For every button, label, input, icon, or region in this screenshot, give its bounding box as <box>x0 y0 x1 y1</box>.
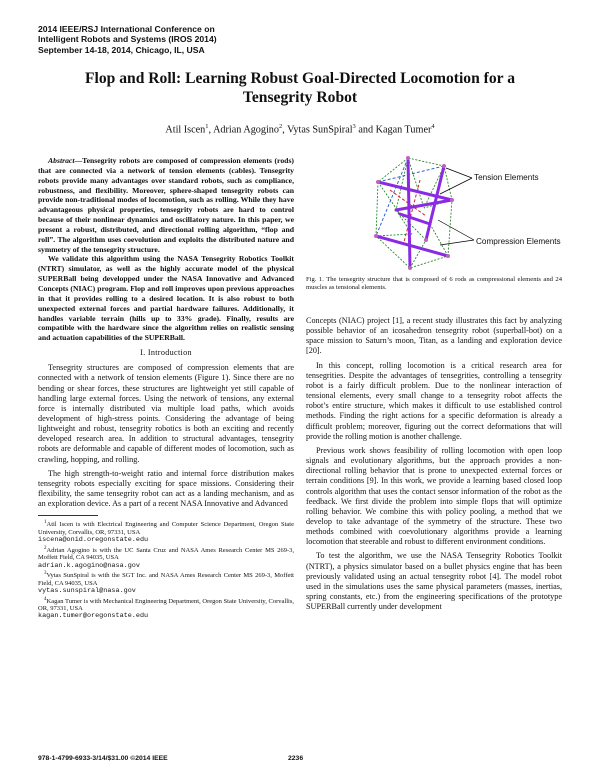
author-name: Adrian Agogino <box>213 124 279 136</box>
body-paragraph: To test the algorithm, we use the NASA Tensegrity Robotics Toolkit (NTRT), a physics simulator based on a bullet physics engine that has been previously validated using an actual tensegrity robot [4]. The model robot used in the simulations uses the same physical parameters (masses, inertias, spring constants, etc.) from the engineering specifications of the prototype SUPERBall currently under development <box>306 551 562 612</box>
author-list <box>30 123 570 135</box>
author-and: and <box>355 124 376 136</box>
right-column <box>306 316 562 616</box>
compression-pointer <box>438 220 474 240</box>
intro-paragraph-2: The high strength-to-weight ratio and internal force distribution makes tensegrity robots especially exciting for space missions. Considering their flexibility, the same tensegrity robot can act as a landing mechanism, and as an exploration device. As a part of a recent NASA Innovative and Advanced <box>38 468 294 509</box>
footnote-4 <box>38 596 294 621</box>
footnote-email[interactable]: adrian.k.agogino@nasa.gov <box>38 561 140 570</box>
body-paragraph: Previous work shows feasibility of rolling locomotion with open loop signals and evolutionary algorithms, but the approach provides a non-directional rolling behavior that is prone to unexpected external forces or terrain conditions [9]. In this work, we provide a learning based closed loop controls algorithm that uses the contact sensor information of the robot as the feedback. We first divide the problem into simple flops that will optimize rolling behavior. We combine this with policy pooling, a method that we develop to take advantage of the symmetry of the structure. These two methods combined with coevolutionary algorithms provide a learning locomotion that steerable and robust to different environment conditions. <box>306 445 562 547</box>
footnote-text: Vytas SunSpiral is with the SGT Inc. and NASA Ames Research Center MS 269-3, Moffett Field, CA 94035, USA <box>38 572 294 587</box>
abstract-paragraph-2: We validate this algorithm using the NASA Tensegrity Robotics Toolkit (NTRT) simulator, as well as the highly accurate model of the physical SUPERBall being developped under the NASA Innovative and Advanced Concepts (NIAC) program. Flop and roll improves upon previous approaches in that it provides rolling to a desired location. It is also robust to both unexpected external forces and partial hardware failures. Additionally, it handles variable terrain (hills up to 33% grade). Finally, results are compatible with the hardware since the algorithm relies on realistic sensing and actuation capabilities of the SUPERBall. <box>38 254 294 343</box>
author-separator: , <box>208 124 214 136</box>
footnote-mark: 3 <box>44 571 47 577</box>
figure-1-caption: Fig. 1. The tensegrity structure that is composed of 6 rods as compressional elements and 24 muscles as tensional elements. <box>306 276 562 292</box>
footnote-text: Adrian Agogino is with the UC Santa Cruz and NASA Ames Research Center MS 269-3, Moffett Field, CA 94035, USA <box>38 546 294 562</box>
footnote-email[interactable]: vytas.sunspiral@nasa.gov <box>38 587 136 596</box>
footnote-mark: 4 <box>44 596 47 602</box>
tension-pointer <box>440 178 472 194</box>
author-name: Kagan Tumer <box>375 124 432 136</box>
tension-elements-label: Tension Elements <box>474 173 539 182</box>
isbn-footer: 978-1-4799-6933-3/14/$31.00 ©2014 IEEE <box>38 755 168 762</box>
section-heading: I. Introduction <box>140 348 192 358</box>
abstract-dash: — <box>74 156 83 165</box>
footnote-text: Kagan Tumer is with Mechanical Engineering Department, Oregon State University, Corvallis, OR, 97331, USA <box>38 597 294 613</box>
compression-elements-label: Compression Elements <box>476 237 561 246</box>
affiliation-mark: 1 <box>205 123 209 130</box>
affiliation-mark: 3 <box>352 123 356 130</box>
footnote-rule <box>38 515 98 516</box>
title-line-1: Flop and Roll: Learning Robust Goal-Directed Locomotion for a <box>85 70 515 87</box>
author-name: Atil Iscen <box>165 124 206 136</box>
affiliation-mark: 4 <box>431 123 435 130</box>
conference-line-3: September 14-18, 2014, Chicago, IL, USA <box>38 44 205 55</box>
figure-1 <box>360 150 570 282</box>
footnote-mark: 1 <box>44 520 47 526</box>
affiliation-mark: 2 <box>279 123 283 130</box>
paper-title <box>30 69 570 107</box>
left-column <box>38 156 294 621</box>
conference-header <box>38 24 398 55</box>
author-name: Vytas SunSpiral <box>287 124 353 136</box>
footnote-2 <box>38 545 294 570</box>
footnotes <box>38 519 294 621</box>
footnote-email[interactable]: iscena@onid.oregonstate.edu <box>38 536 149 545</box>
footnote-1 <box>38 519 294 544</box>
tension-pointer <box>446 168 472 178</box>
abstract-text-1: Tensegrity robots are composed of compression elements (rods) that are connected via a network of tension elements (cables). Tensegrity robots provide many advantages over standard robots, such as compliance, robustness, and flexibility. Moreover, sphere-shaped tensegrity robots can provide non-traditional modes of locomotion, such as rolling. While they have advantageous physical properties, tensegrity robots are hard to control because of their nonlinear dynamics and oscillatory nature. In this paper, we present a robust, distributed, and directional rolling algorithm, “flop and roll”. The algorithm uses coevolution and exploits the distributed nature and symmetry of the tensegrity structure. <box>38 156 294 254</box>
author-separator: , <box>282 124 288 136</box>
intro-paragraph-1: Tensegrity structures are composed of compression elements that are connected with a network of tension elements (Figure 1). Since there are no bending or shear forces, these structures are lightweight yet still capable of handling large external forces. Using the network of tensions, any external force is internally distributed via multiple load paths, which avoids development of high-stress points. Considering the advantage of being lightweight and robust, tensegrity robotics is both an exciting and recently developed research area. In addition to structural advantages, tensegrity robots are deformable and capable of different modes of locomotion, such as crawling, hopping, and rolling. <box>38 363 294 464</box>
footnote-text: Atil Iscen is with Electrical Engineering and Computer Science Department, Oregon State University, Corvallis, OR, 97331, USA <box>38 521 294 536</box>
conference-line-2: Intelligent Robots and Systems (IROS 2014) <box>38 34 217 45</box>
title-line-2: Tensegrity Robot <box>242 89 358 106</box>
compression-pointer <box>440 240 474 245</box>
page-number: 2236 <box>288 755 304 762</box>
footnote-mark: 2 <box>44 545 47 551</box>
footnote-3 <box>38 570 294 595</box>
footnote-email[interactable]: kagan.tumer@oregonstate.edu <box>38 612 149 621</box>
introduction-section <box>38 348 294 509</box>
abstract-paragraph-1 <box>38 156 294 254</box>
abstract-label: Abstract <box>48 156 75 165</box>
abstract <box>38 156 294 343</box>
tensegrity-diagram <box>360 150 570 282</box>
conference-line-1: 2014 IEEE/RSJ International Conference on <box>38 24 215 34</box>
body-paragraph: Concepts (NIAC) project [1], a recent study illustrates this fact by analyzing possible behavior of an icosahedron tensegrity robot (superball-bot) on a space mission to Saturn’s moon, Titan, as a landing and exploration device [20]. <box>306 316 562 356</box>
body-paragraph: In this concept, rolling locomotion is a critical research area for tensegrities. Despite the advantages of tensegrities, controlling a tensegrity robot is a fairly difficult problem. Due to the nonlinear interaction of tensional elements, every small change to a tensegrity robot affects the robot’s entire structure, which makes it difficult to use established control methods. Finding the right actions for a specific deformation is already a difficult problem; moreover, figuring out the correct deformations that will provide the rolling motion is another challenge. <box>306 360 562 441</box>
